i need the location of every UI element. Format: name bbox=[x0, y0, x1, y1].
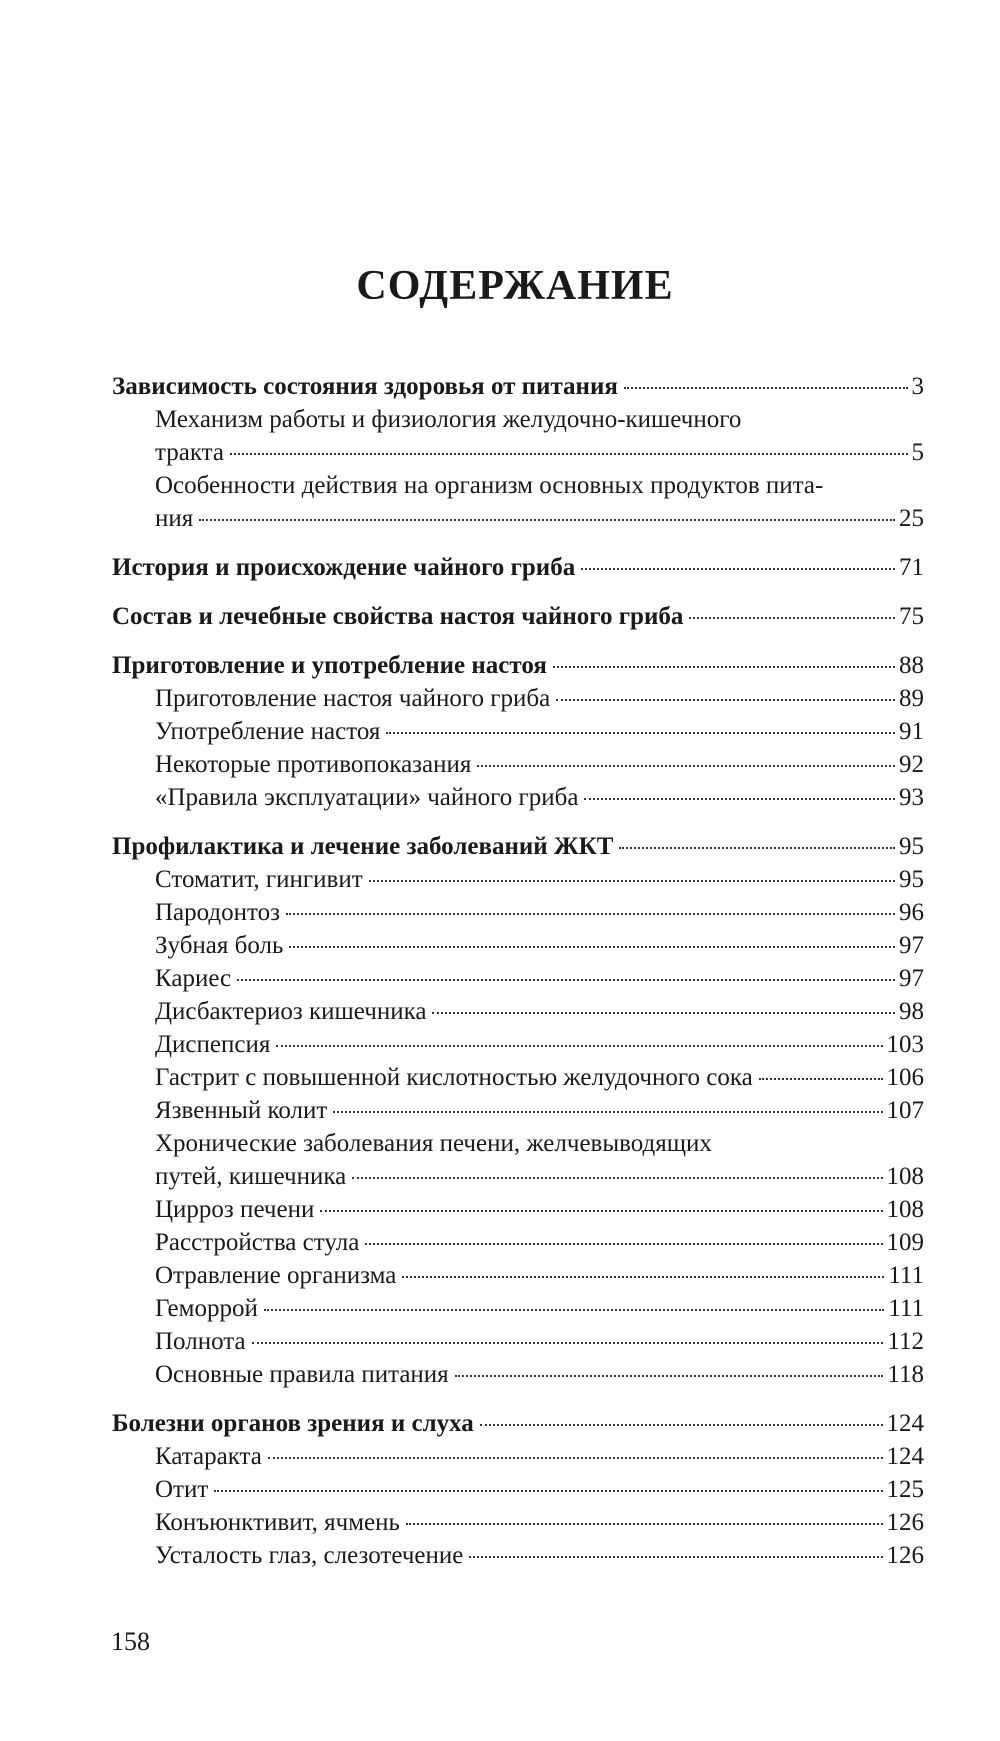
toc-heading-text: История и происхождение чайного гриба bbox=[112, 554, 576, 581]
toc-item bbox=[112, 1061, 924, 1094]
dot-leader bbox=[352, 1177, 882, 1179]
section-spacer bbox=[112, 633, 924, 649]
toc-item-text: тракта bbox=[155, 439, 224, 466]
toc-page-number: 108 bbox=[886, 1163, 924, 1190]
toc-page-number: 93 bbox=[899, 784, 924, 811]
toc-page-number: 103 bbox=[886, 1031, 924, 1058]
toc-item-text: Гастрит с повышенной кислотностью желудочного сока bbox=[155, 1064, 753, 1091]
toc-item-text: Диспепсия bbox=[155, 1031, 271, 1058]
toc-item bbox=[112, 1193, 924, 1226]
toc-item-text: Дисбактериоз кишечника bbox=[155, 998, 427, 1025]
dot-leader bbox=[581, 568, 895, 570]
dot-leader bbox=[759, 1078, 883, 1080]
toc-page-number: 126 bbox=[886, 1509, 924, 1536]
toc-item bbox=[112, 962, 924, 995]
dot-leader bbox=[369, 880, 895, 882]
toc-heading bbox=[112, 370, 924, 403]
toc-page-number: 89 bbox=[899, 685, 924, 712]
toc-item-text: Некоторые противопоказания bbox=[155, 751, 472, 778]
dot-leader bbox=[199, 519, 895, 521]
toc-item bbox=[112, 1028, 924, 1061]
toc-page-number: 98 bbox=[899, 998, 924, 1025]
dot-leader bbox=[469, 1556, 882, 1558]
toc-item-text: Приготовление настоя чайного гриба bbox=[155, 685, 551, 712]
dot-leader bbox=[365, 1243, 882, 1245]
toc-item-text: Полнота bbox=[155, 1328, 246, 1355]
toc-item-text: Конъюнктивит, ячмень bbox=[155, 1509, 400, 1536]
toc-item-text: Зубная боль bbox=[155, 932, 284, 959]
toc-item bbox=[112, 682, 924, 715]
toc-page-number: 112 bbox=[887, 1328, 924, 1355]
toc-item bbox=[112, 1292, 924, 1325]
toc-page-number: 5 bbox=[911, 439, 924, 466]
toc-page-number: 71 bbox=[899, 554, 924, 581]
toc-item bbox=[112, 715, 924, 748]
toc-page-number: 92 bbox=[899, 751, 924, 778]
toc-page-number: 97 bbox=[899, 932, 924, 959]
toc-page-number: 109 bbox=[886, 1229, 924, 1256]
toc-item bbox=[112, 1325, 924, 1358]
dot-leader bbox=[556, 699, 895, 701]
dot-leader bbox=[264, 1309, 884, 1311]
toc-page-number: 91 bbox=[899, 718, 924, 745]
dot-leader bbox=[286, 913, 895, 915]
toc-item-text: Кариес bbox=[155, 965, 232, 992]
dot-leader bbox=[553, 666, 895, 668]
toc-page-number: 25 bbox=[899, 505, 924, 532]
dot-leader bbox=[402, 1276, 884, 1278]
toc-item-text: Отравление организма bbox=[155, 1262, 397, 1289]
toc-page-number: 3 bbox=[911, 373, 924, 400]
toc-item bbox=[112, 1160, 924, 1193]
toc-item bbox=[112, 1226, 924, 1259]
toc-item-text: ния bbox=[155, 505, 194, 532]
dot-leader bbox=[624, 387, 908, 389]
dot-leader bbox=[230, 453, 908, 455]
dot-leader bbox=[320, 1210, 882, 1212]
toc-item-text: Катаракта bbox=[155, 1443, 262, 1470]
toc-item-text: Расстройства стула bbox=[155, 1229, 360, 1256]
toc-item-text: Цирроз печени bbox=[155, 1196, 315, 1223]
toc-item-text: Усталость глаз, слезотечение bbox=[155, 1542, 464, 1569]
page-number: 158 bbox=[111, 1627, 150, 1656]
toc-item-line: Механизм работы и физиология желудочно-кишечного bbox=[155, 406, 742, 433]
dot-leader bbox=[276, 1045, 882, 1047]
dot-leader bbox=[432, 1012, 895, 1014]
dot-leader bbox=[289, 946, 895, 948]
toc-page-number: 124 bbox=[886, 1410, 924, 1437]
dot-leader bbox=[406, 1523, 883, 1525]
toc-heading bbox=[112, 649, 924, 682]
toc-heading bbox=[112, 551, 924, 584]
dot-leader bbox=[480, 1424, 883, 1426]
toc-item bbox=[112, 1358, 924, 1391]
toc-page-number: 95 bbox=[899, 833, 924, 860]
dot-leader bbox=[619, 847, 895, 849]
toc-item-text: Стоматит, гингивит bbox=[155, 866, 363, 893]
toc-item bbox=[112, 863, 924, 896]
toc-page-number: 126 bbox=[886, 1542, 924, 1569]
toc-item bbox=[112, 1473, 924, 1506]
dot-leader bbox=[689, 617, 895, 619]
toc-item bbox=[112, 781, 924, 814]
toc-item bbox=[112, 436, 924, 469]
dot-leader bbox=[477, 765, 895, 767]
toc-item bbox=[112, 1539, 924, 1572]
dot-leader bbox=[584, 798, 895, 800]
toc-item bbox=[112, 502, 924, 535]
toc-heading-text: Болезни органов зрения и слуха bbox=[112, 1410, 474, 1437]
toc-heading bbox=[112, 830, 924, 863]
toc-item-line: Особенности действия на организм основных продуктов пита- bbox=[155, 472, 824, 499]
dot-leader bbox=[386, 732, 895, 734]
toc-heading bbox=[112, 1407, 924, 1440]
toc-page-number: 125 bbox=[886, 1476, 924, 1503]
toc-item-text: Язвенный колит bbox=[155, 1097, 328, 1124]
section-spacer bbox=[112, 814, 924, 830]
toc-page-number: 106 bbox=[886, 1064, 924, 1091]
toc-page-number: 108 bbox=[886, 1196, 924, 1223]
dot-leader bbox=[237, 979, 895, 981]
section-spacer bbox=[112, 535, 924, 551]
toc-item-text: «Правила эксплуатации» чайного гриба bbox=[155, 784, 579, 811]
toc-page-number: 118 bbox=[887, 1361, 924, 1388]
dot-leader bbox=[455, 1375, 884, 1377]
page-title: СОДЕРЖАНИЕ bbox=[356, 263, 674, 309]
toc-heading-text: Профилактика и лечение заболеваний ЖКТ bbox=[112, 833, 614, 860]
section-spacer bbox=[112, 1391, 924, 1407]
toc-page-number: 75 bbox=[899, 603, 924, 630]
toc-item-text: Употребление настоя bbox=[155, 718, 381, 745]
toc-page-number: 124 bbox=[886, 1443, 924, 1470]
toc-heading-text: Приготовление и употребление настоя bbox=[112, 652, 547, 679]
toc-item-text: Геморрой bbox=[155, 1295, 258, 1322]
toc-item bbox=[112, 1440, 924, 1473]
toc-item-text: Основные правила питания bbox=[155, 1361, 449, 1388]
toc-heading-text: Зависимость состояния здоровья от питания bbox=[112, 373, 618, 400]
toc-item-text: Пародонтоз bbox=[155, 899, 280, 926]
dot-leader bbox=[252, 1342, 884, 1344]
toc-item bbox=[112, 929, 924, 962]
toc-item-text: Отит bbox=[155, 1476, 209, 1503]
toc-page-number: 96 bbox=[899, 899, 924, 926]
toc-item bbox=[112, 896, 924, 929]
toc-item bbox=[112, 1259, 924, 1292]
toc-page-number: 97 bbox=[899, 965, 924, 992]
toc-heading-text: Состав и лечебные свойства настоя чайного гриба bbox=[112, 603, 684, 630]
toc-heading bbox=[112, 600, 924, 633]
toc-page-number: 107 bbox=[886, 1097, 924, 1124]
table-of-contents bbox=[112, 370, 924, 1572]
toc-item bbox=[112, 1506, 924, 1539]
toc-item bbox=[112, 748, 924, 781]
section-spacer bbox=[112, 584, 924, 600]
toc-page-number: 95 bbox=[899, 866, 924, 893]
dot-leader bbox=[268, 1457, 883, 1459]
dot-leader bbox=[333, 1111, 882, 1113]
toc-page-number: 111 bbox=[888, 1295, 924, 1322]
toc-page-number: 88 bbox=[899, 652, 924, 679]
toc-item bbox=[112, 1094, 924, 1127]
toc-page-number: 111 bbox=[888, 1262, 924, 1289]
toc-item-text: путей, кишечника bbox=[155, 1163, 347, 1190]
toc-item bbox=[112, 995, 924, 1028]
dot-leader bbox=[214, 1490, 882, 1492]
toc-item-line: Хронические заболевания печени, желчевыводящих bbox=[155, 1130, 712, 1157]
